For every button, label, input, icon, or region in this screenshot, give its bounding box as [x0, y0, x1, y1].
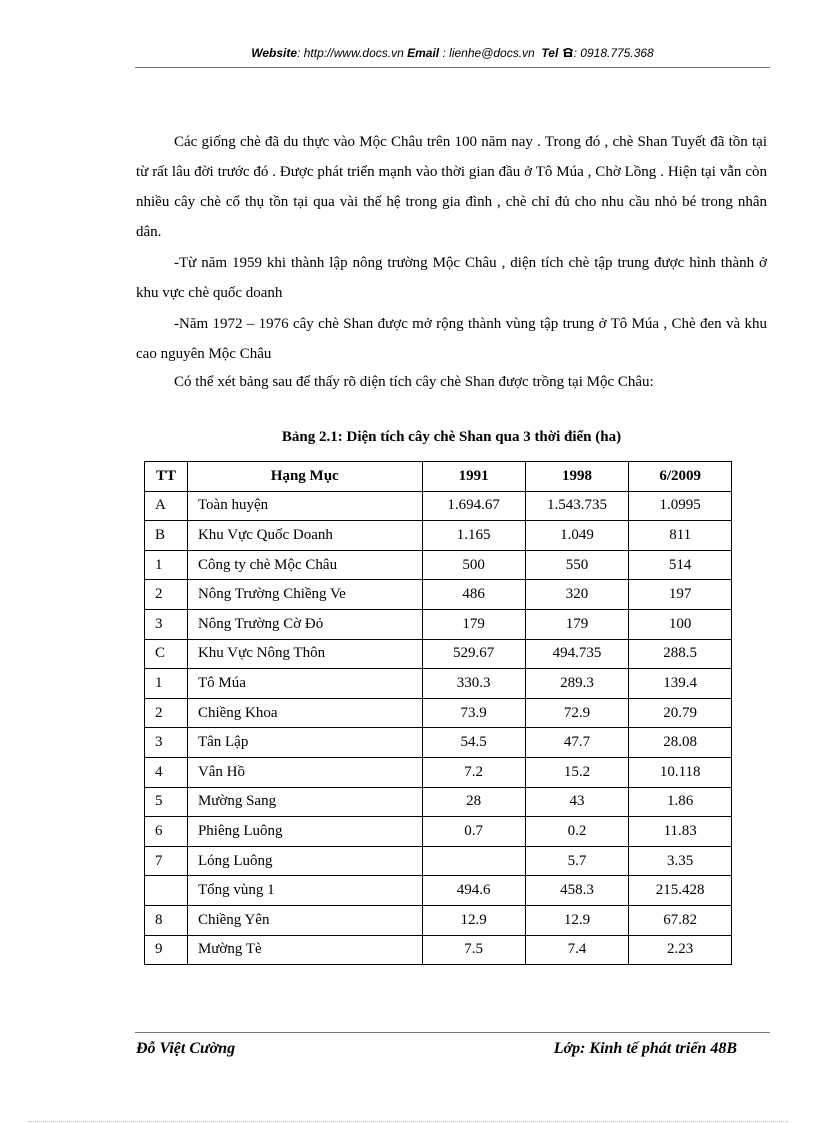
- website-label: Website: [251, 46, 298, 60]
- table-row: [145, 787, 732, 817]
- table-cell: 514: [629, 550, 732, 580]
- table-row: [145, 905, 732, 935]
- table-cell: 1.86: [629, 787, 732, 817]
- table-cell: 28: [422, 787, 525, 817]
- table-cell: B: [145, 521, 188, 551]
- table-cell: 1.543.735: [525, 491, 629, 521]
- table-header-row: [145, 462, 732, 492]
- table-cell: Tô Múa: [187, 669, 422, 699]
- table-cell: Công ty chè Mộc Châu: [187, 550, 422, 580]
- table-cell: A: [145, 491, 188, 521]
- paragraph-3: -Năm 1972 – 1976 cây chè Shan được mở rộng thành vùng tập trung ở Tô Múa , Chè đen và khu cao nguyên Mộc Châu: [136, 316, 767, 362]
- table-cell: 7.4: [525, 935, 629, 965]
- table-cell: 288.5: [629, 639, 732, 669]
- page-header: [135, 46, 770, 60]
- table-cell: 5: [145, 787, 188, 817]
- table-row: [145, 609, 732, 639]
- table-cell: 179: [422, 609, 525, 639]
- header-cell: Hạng Mục: [187, 462, 422, 492]
- table-cell: 11.83: [629, 817, 732, 847]
- table-cell: 47.7: [525, 728, 629, 758]
- header-divider: [135, 67, 770, 68]
- table-body: [145, 491, 732, 965]
- table-cell: 72.9: [525, 698, 629, 728]
- website-value: : http://www.docs.vn: [297, 46, 404, 60]
- table-cell: 215.428: [629, 876, 732, 906]
- paragraph-1: Các giống chè đã du thực vào Mộc Châu trên 100 năm nay . Trong đó , chè Shan Tuyết đã tồn tại từ rất lâu đời trước đó . Được phát triển mạnh vào thời gian đầu ở Tô Múa , Chờ Lồng . Hiện tại vẫn còn nhiều cây chè cổ thụ tồn tại qua vài thế hệ trong gia đình , chè chỉ đủ cho nhu cầu nhỏ bé trong nhân dân.: [136, 134, 767, 240]
- table-row: [145, 521, 732, 551]
- table-cell: 73.9: [422, 698, 525, 728]
- table-cell: 12.9: [422, 905, 525, 935]
- table-cell: 6: [145, 817, 188, 847]
- author-name: Đỗ Việt Cường: [136, 1040, 236, 1057]
- table-cell: 28.08: [629, 728, 732, 758]
- paragraph-2: -Từ năm 1959 khi thành lập nông trường Mộc Châu , diện tích chè tập trung được hình thành ở khu vực chè quốc doanh: [136, 255, 767, 301]
- table-cell: Lóng Luông: [187, 846, 422, 876]
- table-cell: 330.3: [422, 669, 525, 699]
- table-cell: Nông Trường Cờ Đỏ: [187, 609, 422, 639]
- table-cell: Vân Hồ: [187, 757, 422, 787]
- table-cell: 9: [145, 935, 188, 965]
- table-cell: Chiềng Yên: [187, 905, 422, 935]
- table-cell: 486: [422, 580, 525, 610]
- table-cell: 494.6: [422, 876, 525, 906]
- table-row: [145, 728, 732, 758]
- table-cell: 67.82: [629, 905, 732, 935]
- table-cell: 458.3: [525, 876, 629, 906]
- table-cell: 1.694.67: [422, 491, 525, 521]
- table-cell: 100: [629, 609, 732, 639]
- table-row: [145, 550, 732, 580]
- area-table: [144, 461, 732, 965]
- table-cell: 8: [145, 905, 188, 935]
- footer-divider: [135, 1032, 770, 1033]
- header-cell: 1998: [525, 462, 629, 492]
- table-cell: Phiêng Luông: [187, 817, 422, 847]
- table-cell: 15.2: [525, 757, 629, 787]
- table-cell: 500: [422, 550, 525, 580]
- table-cell: C: [145, 639, 188, 669]
- table-cell: 5.7: [525, 846, 629, 876]
- header-cell: TT: [145, 462, 188, 492]
- table-cell: 1.0995: [629, 491, 732, 521]
- table-row: [145, 876, 732, 906]
- table-cell: Tổng vùng 1: [187, 876, 422, 906]
- table-cell: Tân Lập: [187, 728, 422, 758]
- table-row: [145, 698, 732, 728]
- table-row: [145, 817, 732, 847]
- email-label: Email: [407, 46, 440, 60]
- table-cell: 10.118: [629, 757, 732, 787]
- header-cell: 1991: [422, 462, 525, 492]
- table-cell: 2: [145, 698, 188, 728]
- table-row: [145, 639, 732, 669]
- table-cell: 1.049: [525, 521, 629, 551]
- table-cell: 289.3: [525, 669, 629, 699]
- table-cell: 2: [145, 580, 188, 610]
- table-row: [145, 846, 732, 876]
- table-cell: 550: [525, 550, 629, 580]
- table-cell: 7.5: [422, 935, 525, 965]
- table-cell: 0.7: [422, 817, 525, 847]
- page-edge: [28, 1121, 788, 1122]
- table-cell: 20.79: [629, 698, 732, 728]
- table-cell: 1.165: [422, 521, 525, 551]
- table-cell: Khu Vực Quốc Doanh: [187, 521, 422, 551]
- table-row: [145, 757, 732, 787]
- table-row: [145, 580, 732, 610]
- table-cell: 197: [629, 580, 732, 610]
- table-cell: 4: [145, 757, 188, 787]
- email-value: : lienhe@docs.vn: [442, 46, 535, 60]
- table-cell: 54.5: [422, 728, 525, 758]
- class-name: Lớp: Kinh tế phát triển 48B: [553, 1040, 737, 1057]
- table-cell: [422, 846, 525, 876]
- table-cell: Toàn huyện: [187, 491, 422, 521]
- table-row: [145, 491, 732, 521]
- table-cell: Nông Trường Chiềng Ve: [187, 580, 422, 610]
- table-cell: 529.67: [422, 639, 525, 669]
- table-caption: Bảng 2.1: Diện tích cây chè Shan qua 3 thời điển (ha): [281, 429, 622, 445]
- table-cell: 139.4: [629, 669, 732, 699]
- table-cell: 179: [525, 609, 629, 639]
- table-cell: 494.735: [525, 639, 629, 669]
- header-cell: 6/2009: [629, 462, 732, 492]
- table-cell: Mường Tè: [187, 935, 422, 965]
- table-cell: Chiềng Khoa: [187, 698, 422, 728]
- table-row: [145, 669, 732, 699]
- table-cell: Mường Sang: [187, 787, 422, 817]
- table-cell: 320: [525, 580, 629, 610]
- table-cell: 811: [629, 521, 732, 551]
- table-cell: 3: [145, 609, 188, 639]
- table-cell: Khu Vực Nông Thôn: [187, 639, 422, 669]
- table-cell: 0.2: [525, 817, 629, 847]
- paragraph-4: Có thể xét bảng sau để thấy rõ diện tích cây chè Shan được trồng tại Mộc Châu:: [174, 374, 654, 390]
- table-cell: 2.23: [629, 935, 732, 965]
- phone-icon: [562, 46, 574, 60]
- tel-label: Tel: [541, 46, 559, 60]
- table-cell: 3: [145, 728, 188, 758]
- table-cell: 7.2: [422, 757, 525, 787]
- table-cell: 3.35: [629, 846, 732, 876]
- table-row: [145, 935, 732, 965]
- table-cell: 12.9: [525, 905, 629, 935]
- table-cell: [145, 876, 188, 906]
- table-cell: 1: [145, 669, 188, 699]
- tel-value: : 0918.775.368: [573, 46, 654, 60]
- table-cell: 43: [525, 787, 629, 817]
- table-cell: 1: [145, 550, 188, 580]
- table-cell: 7: [145, 846, 188, 876]
